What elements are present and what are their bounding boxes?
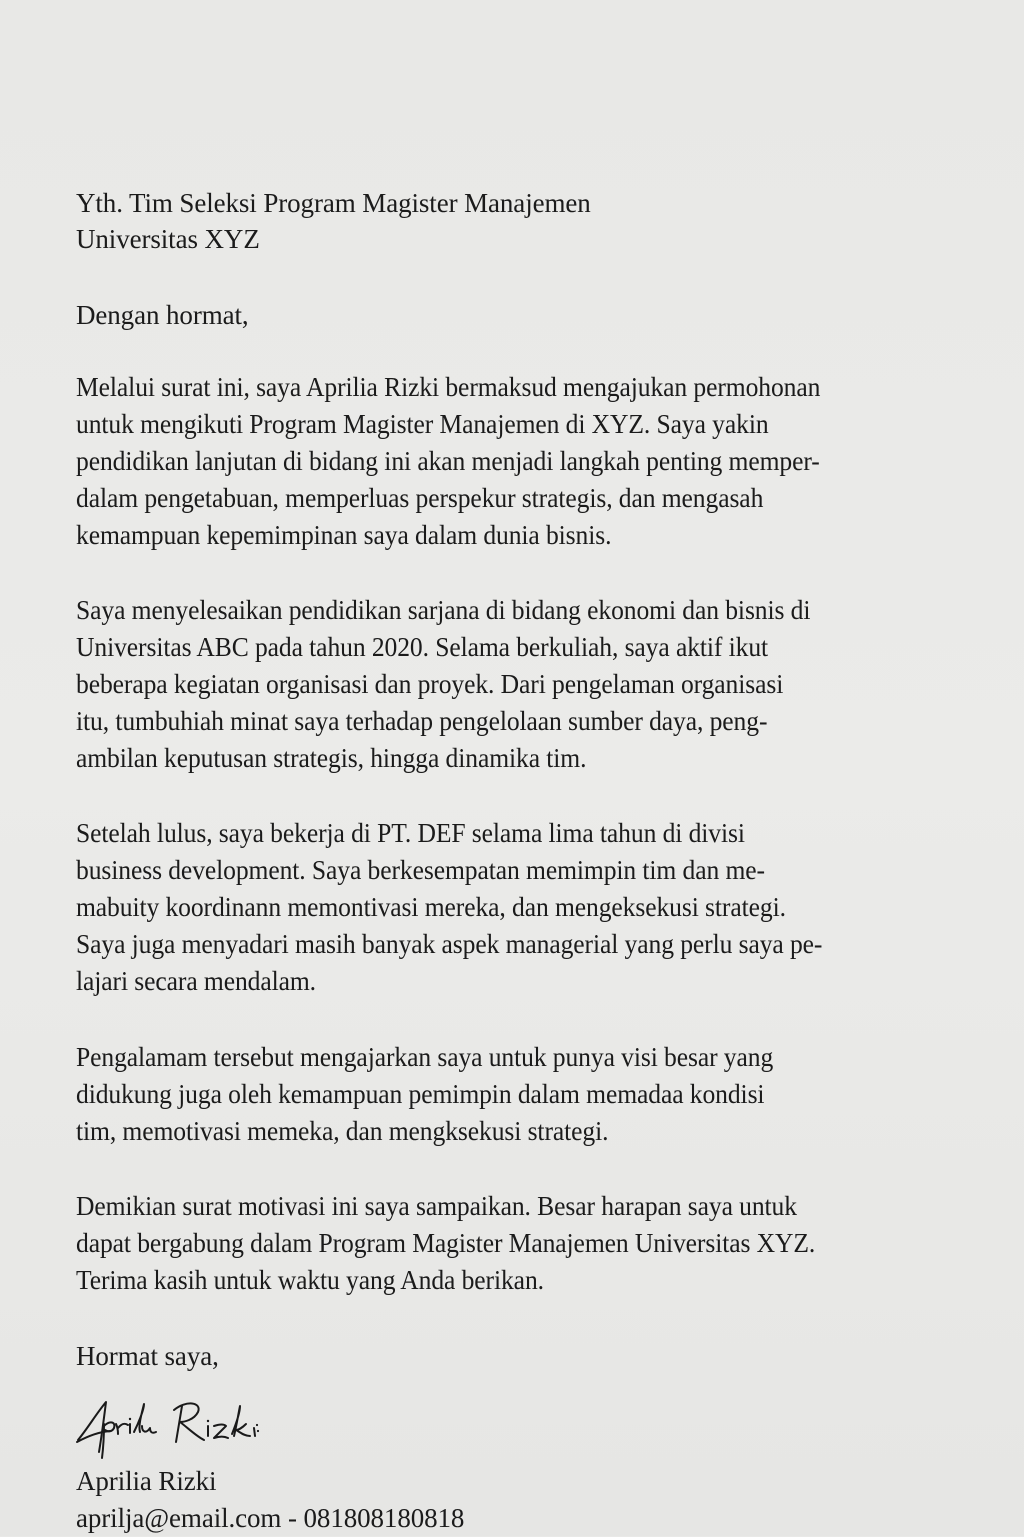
paragraph-line: pendidikan lanjutan di bidang ini akan menjadi langkah penting memper- [76, 445, 820, 476]
paragraph-line: Setelah lulus, saya bekerja di PT. DEF selama lima tahun di divisi [76, 817, 745, 848]
recipient-line-1: Yth. Tim Seleksi Program Magister Manajemen [76, 188, 591, 218]
paragraph-line: mabuity koordinann memontivasi mereka, dan mengeksekusi strategi. [76, 891, 786, 922]
paragraph-line: lajari secara mendalam. [76, 965, 316, 996]
paragraph-line: business development. Saya berkesempatan memimpin tim dan me- [76, 854, 765, 885]
signature-image [74, 1398, 294, 1470]
recipient-line-2: Universitas XYZ [76, 224, 260, 254]
paragraph-line: dapat bergabung dalam Program Magister Manajemen Universitas XYZ. [76, 1227, 816, 1258]
closing-phrase: Hormat saya, [76, 1341, 219, 1371]
paragraph-line: didukung juga oleh kemampuan pemimpin dalam memadaa kondisi [76, 1078, 765, 1109]
paragraph-line: tim, memotivasi memeka, dan mengksekusi strategi. [76, 1115, 609, 1146]
paragraph-line: Universitas ABC pada tahun 2020. Selama berkuliah, saya aktif ikut [76, 631, 769, 662]
paragraph-line: untuk mengikuti Program Magister Manajemen di XYZ. Saya yakin [76, 408, 769, 439]
paragraph-line: Saya menyelesaikan pendidikan sarjana di bidang ekonomi dan bisnis di [76, 594, 811, 625]
signer-name: Aprilia Rizki [76, 1466, 217, 1496]
paragraph-line: Pengalamam tersebut mengajarkan saya untuk punya visi besar yang [76, 1041, 774, 1072]
paragraph-line: Saya juga menyadari masih banyak aspek managerial yang perlu saya pe- [76, 928, 823, 959]
paragraph-line: kemampuan kepemimpinan saya dalam dunia bisnis. [76, 519, 612, 550]
paragraph-line: Demikian surat motivasi ini saya sampaikan. Besar harapan saya untuk [76, 1190, 797, 1221]
paragraph-line: itu, tumbuhiah minat saya terhadap pengelolaan sumber daya, peng- [76, 705, 768, 736]
contact-info: aprilja@email.com - 081808180818 [76, 1503, 465, 1533]
paragraph-line: dalam pengetabuan, memperluas perspekur strategis, dan mengasah [76, 482, 764, 513]
paragraph-line: Melalui surat ini, saya Aprilia Rizki bermaksud mengajukan permohonan [76, 371, 821, 402]
paragraph-line: Terima kasih untuk waktu yang Anda berikan. [76, 1264, 544, 1295]
salutation: Dengan hormat, [76, 300, 249, 330]
paragraph-line: ambilan keputusan strategis, hingga dinamika tim. [76, 742, 587, 773]
paragraph-line: beberapa kegiatan organisasi dan proyek. Dari pengelaman organisasi [76, 668, 784, 699]
